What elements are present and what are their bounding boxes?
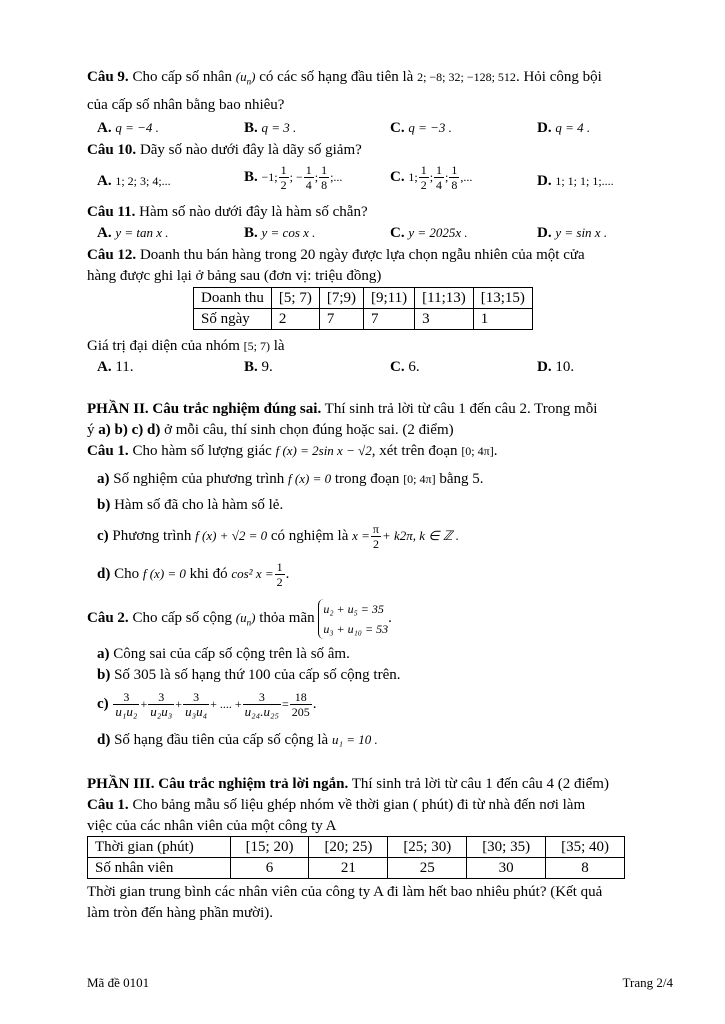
p3c1-table: [87, 836, 625, 879]
q10-option-c[interactable]: C. 1; $\frac{1}{2}$ ; $\frac{1}{4}$ ; $\frac{1}{8}$ ,...: [390, 163, 473, 192]
p2c2-item-c[interactable]: c) $\frac{3}{\text{u₁u₂}}$ + $\frac{3}{\text{u₂u₃}}$ + $\frac{3}{\text{u₃u₄}}$ + .... + $\frac{3}{\text{u₂₄.u₂₅}}$ = $\frac{18}{205}$ .: [97, 690, 317, 720]
q11-option-b[interactable]: B. y = cos x .: [244, 225, 316, 241]
q10-option-b[interactable]: B. −1; $\frac{1}{2}$ ; − $\frac{1}{4}$ ; $\frac{1}{8}$ ;...: [244, 163, 343, 192]
part2-instruction: ý a) b) c) d) ở mỗi câu, thí sinh chọn đúng hoặc sai. (2 điểm): [87, 422, 454, 438]
table-row: Số nhân viên 6 21 25 30 8: [88, 858, 625, 879]
table-row: Doanh thu [5; 7) [7;9) [9;11) [11;13) [13;15): [194, 288, 533, 309]
part2-heading: PHẦN II. Câu trắc nghiệm đúng sai. Thí sinh trả lời từ câu 1 đến câu 2. Trong mỗi: [87, 401, 598, 417]
q9-option-d[interactable]: D. q = 4 .: [537, 120, 591, 136]
q12-option-a[interactable]: A. 11.: [97, 359, 134, 375]
q11-option-a[interactable]: A. y = tan x .: [97, 225, 169, 241]
table-row: Số ngày 2 7 7 3 1: [194, 309, 533, 330]
footer-page-number: Trang 2/4: [622, 975, 673, 990]
part2-title: PHẦN II. Câu trắc nghiệm đúng sai.: [87, 401, 322, 417]
q12-option-d[interactable]: D. 10.: [537, 359, 575, 375]
q12-option-c[interactable]: C. 6.: [390, 359, 420, 375]
p2c2-stem: Câu 2. Cho cấp số cộng $(u_n)$ thỏa mãn u₂ + u₅ = 35 u₃ + u₁₀ = 53 .: [87, 596, 392, 645]
p2c1-item-c[interactable]: c) Phương trình f (x) + √2 = 0 có nghiệm là x = $\frac{\pi}{2}$ + k2π, k ∈ ℤ .: [97, 522, 460, 552]
q12-line1: [87, 246, 585, 264]
p2c2-label: Câu 2.: [87, 610, 129, 626]
q10-line: [87, 141, 362, 159]
p2c2-system: u₂ + u₅ = 35 u₃ + u₁₀ = 53: [318, 599, 388, 639]
q9-option-a[interactable]: A. q = −4 .: [97, 120, 159, 136]
p2c1-item-b[interactable]: b) Hàm số đã cho là hàm số lẻ.: [97, 497, 284, 513]
p3c1-line1: Câu 1. Cho bảng mẫu số liệu ghép nhóm về thời gian ( phút) đi từ nhà đến nơi làm: [87, 797, 586, 813]
q12-option-b[interactable]: B. 9.: [244, 359, 273, 375]
p2c2-un: $(u_n)$: [235, 610, 256, 628]
p2c2-item-a[interactable]: a) Công sai của cấp số cộng trên là số âm.: [97, 646, 350, 662]
q9-options: [97, 117, 697, 139]
q11-label: Câu 11.: [87, 204, 136, 220]
q12-options: [97, 356, 697, 378]
q10-label: Câu 10.: [87, 142, 137, 158]
q9-option-c[interactable]: C. q = −3 .: [390, 120, 452, 136]
q9-label: Câu 9.: [87, 69, 129, 85]
table-row: Thời gian (phút) [15; 20) [20; 25) [25; 30) [30; 35) [35; 40): [88, 837, 625, 858]
part3-heading: PHẦN III. Câu trắc nghiệm trả lời ngắn. Thí sinh trả lời từ câu 1 đến câu 4 (2 điểm): [87, 776, 609, 792]
footer-exam-code: Mã đề 0101: [87, 975, 150, 990]
q12-table: [193, 287, 533, 330]
q9-option-b[interactable]: B. q = 3 .: [244, 120, 297, 136]
q12-question: Giá trị đại diện của nhóm [5; 7) là: [87, 338, 285, 354]
q12-label: Câu 12.: [87, 247, 137, 263]
p2c2-item-b[interactable]: b) Số 305 là số hạng thứ 100 của cấp số cộng trên.: [97, 667, 401, 683]
q11-option-d[interactable]: D. y = sin x .: [537, 225, 608, 241]
p3c1-line2: việc của các nhân viên của một công ty A: [87, 818, 337, 834]
q9-text1: Cho cấp số nhân: [132, 69, 233, 85]
q9-line2: của cấp số nhân bằng bao nhiêu?: [87, 97, 285, 113]
q10-option-d[interactable]: D. 1; 1; 1; 1;....: [537, 173, 614, 189]
p2c1-item-a[interactable]: a) Số nghiệm của phương trình f (x) = 0 trong đoạn [0; 4π] bằng 5.: [97, 471, 484, 487]
q11-text: Hàm số nào dưới đây là hàm số chẵn?: [139, 204, 368, 220]
q9-line1: [87, 68, 602, 91]
p3c1-label: Câu 1.: [87, 797, 129, 813]
q11-option-c[interactable]: C. y = 2025x .: [390, 225, 468, 241]
q11-line: [87, 203, 368, 221]
p3c1-question-line1: Thời gian trung bình các nhân viên của công ty A đi làm hết bao nhiêu phút? (Kết quả: [87, 884, 603, 900]
q10-options: [97, 163, 697, 199]
q10-option-a[interactable]: A. 1; 2; 3; 4;...: [97, 173, 171, 189]
q12-line2: hàng được ghi lại ở bảng sau (đơn vị: triệu đồng): [87, 268, 382, 284]
q9-un: $(u_n)$: [235, 69, 256, 87]
q9-text2: có các số hạng đầu tiên là: [259, 69, 414, 85]
q12-text1: Doanh thu bán hàng trong 20 ngày được lựa chọn ngẫu nhiên của một cửa: [139, 247, 585, 263]
p2c2-item-d[interactable]: d) Số hạng đầu tiên của cấp số cộng là u₁ = 10 .: [97, 732, 378, 748]
q9-text3: . Hỏi công bội: [515, 69, 602, 85]
p2c1-item-d[interactable]: d) Cho f (x) = 0 khi đó cos² x = $\frac{1}{2}$ .: [97, 560, 290, 590]
q9-sequence: 2; −8; 32; −128; 512: [417, 70, 516, 84]
p3c1-question-line2: làm tròn đến hàng phần mười).: [87, 905, 274, 921]
p2c1-stem: Câu 1. Cho hàm số lượng giác f (x) = 2sin x − √2, xét trên đoạn [0; 4π].: [87, 443, 498, 459]
q11-options: [97, 222, 697, 244]
q10-text: Dãy số nào dưới đây là dãy số giảm?: [139, 142, 362, 158]
p2c1-label: Câu 1.: [87, 443, 129, 459]
part3-title: PHẦN III. Câu trắc nghiệm trả lời ngắn.: [87, 776, 349, 792]
